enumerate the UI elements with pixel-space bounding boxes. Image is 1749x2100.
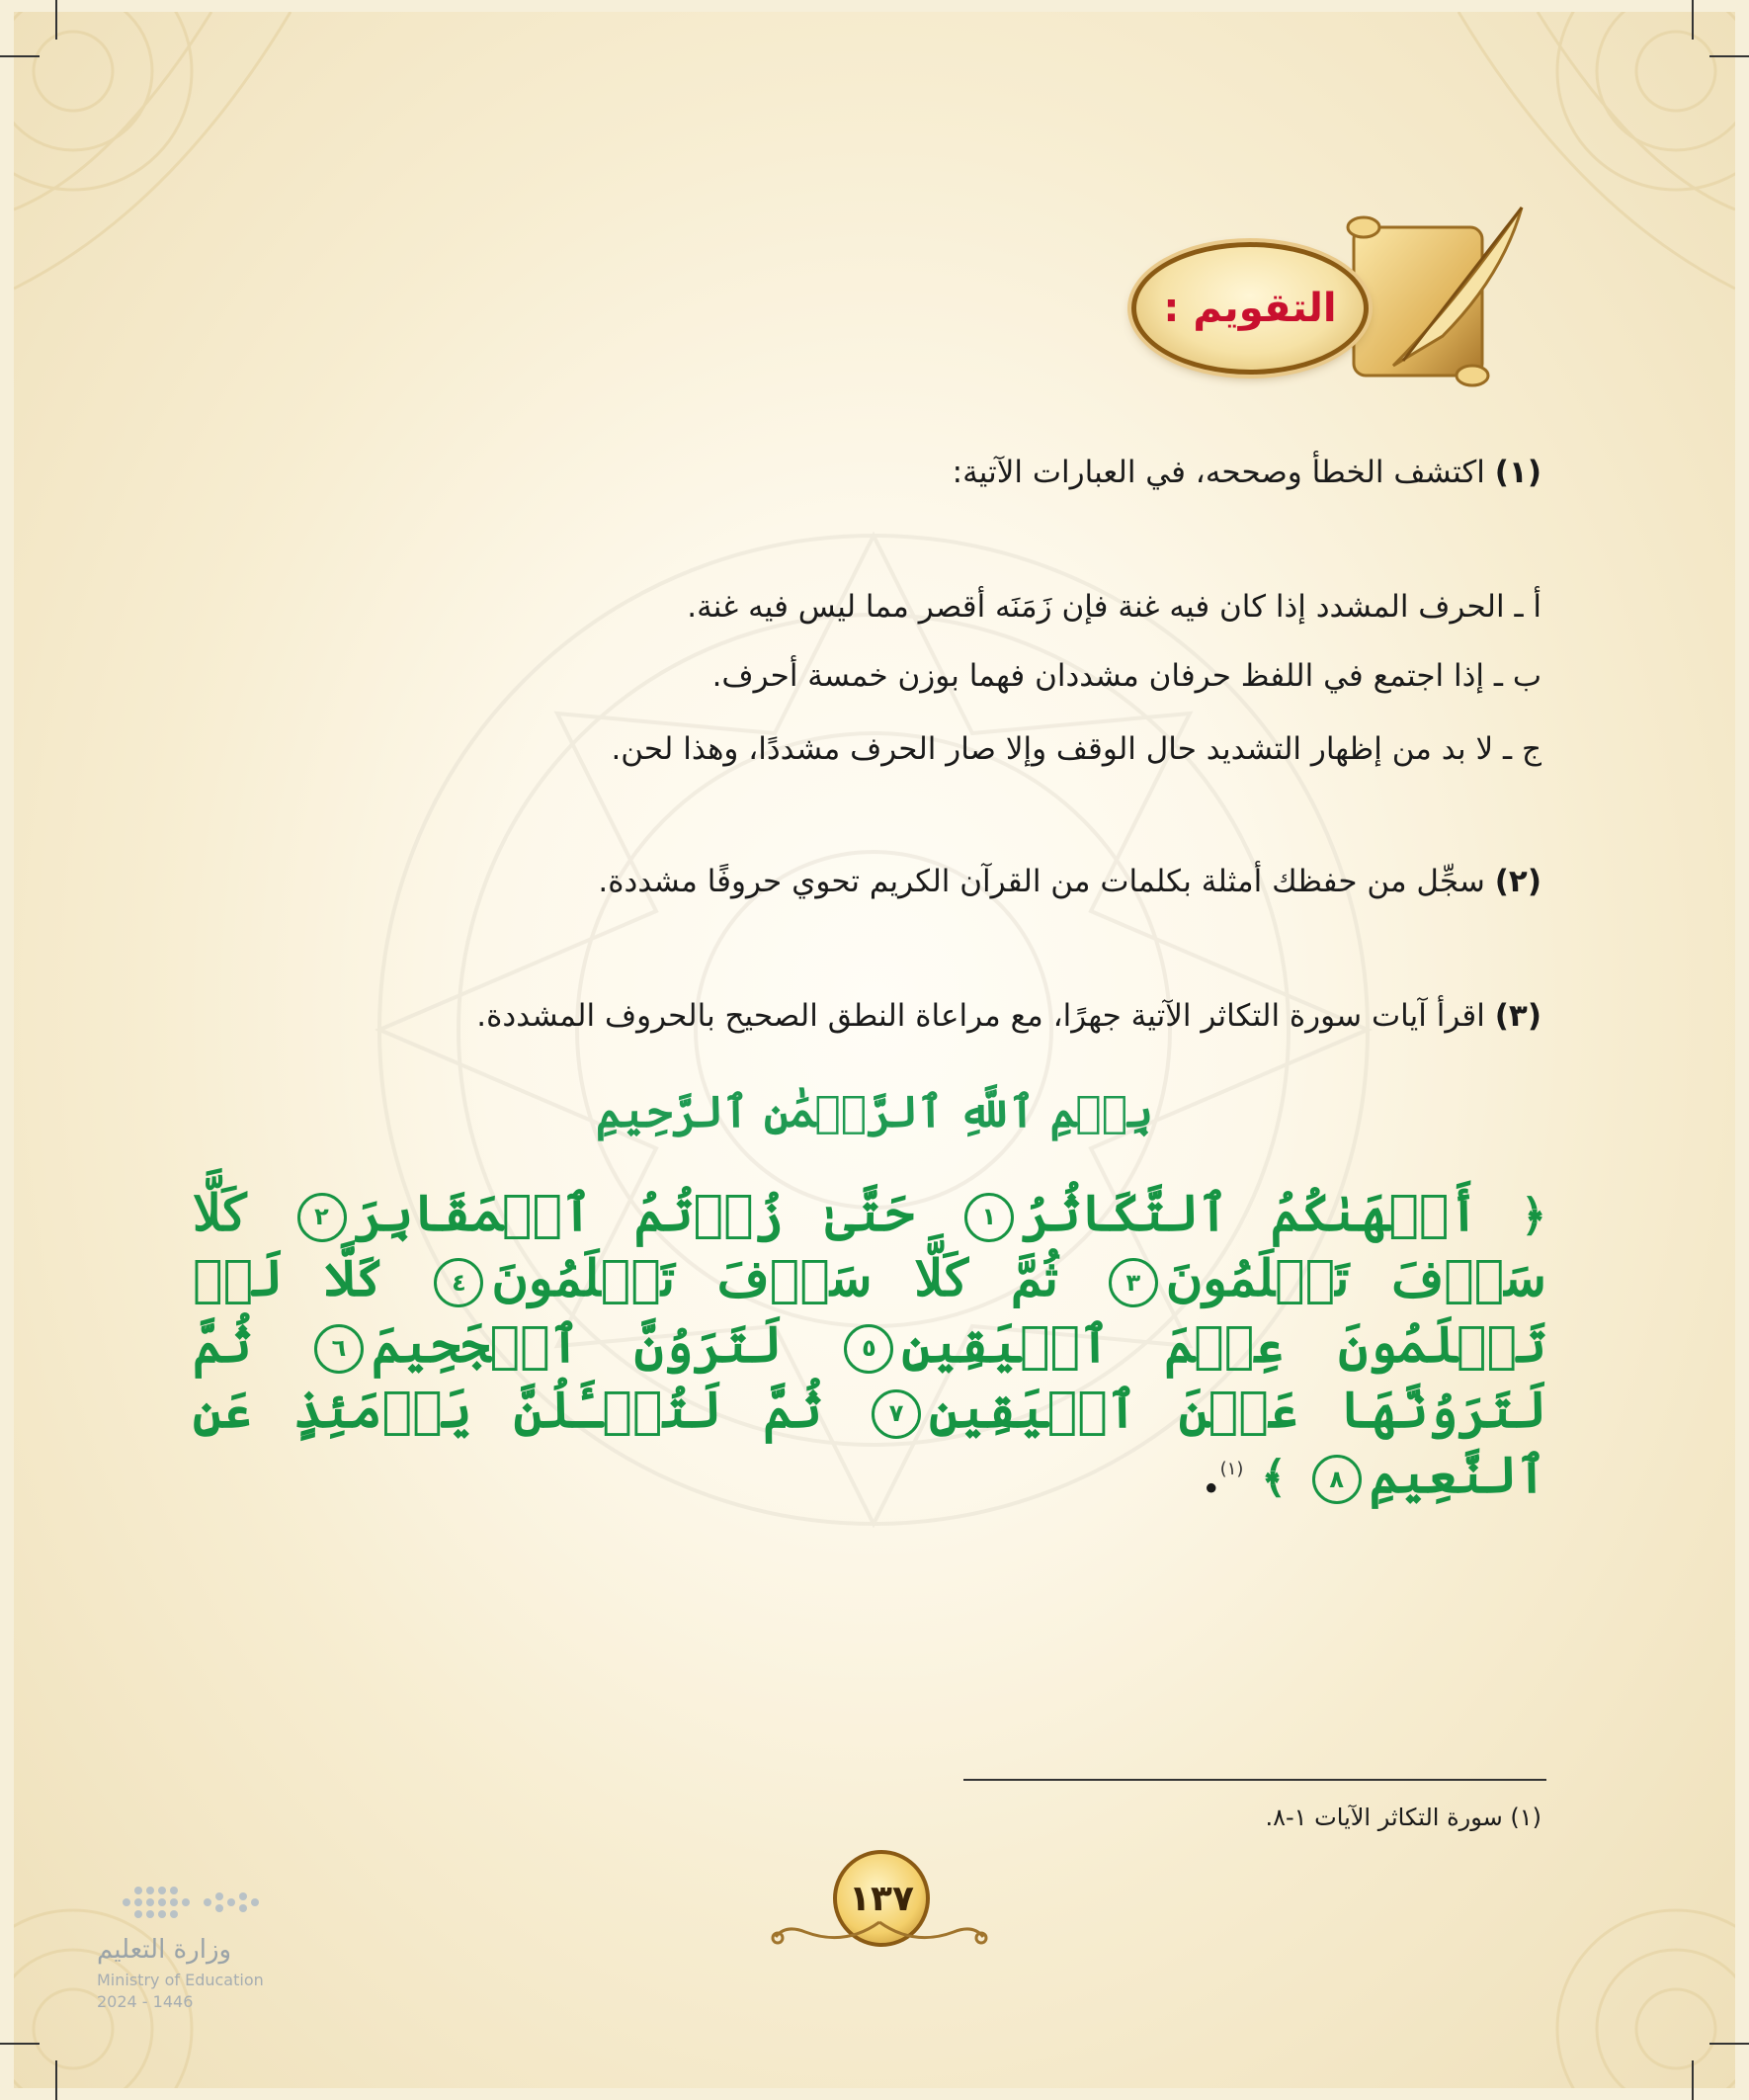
question-number: (١) [1494, 455, 1541, 490]
question-text: اكتشف الخطأ وصححه، في العبارات الآتية: [952, 455, 1485, 490]
question-number: (٢) [1494, 864, 1541, 899]
section-heading-title: التقويم : [1163, 286, 1337, 331]
ayah-number-mark: ٨ [1312, 1455, 1362, 1504]
ayah-number-mark: ٧ [872, 1389, 921, 1439]
crop-mark [0, 55, 40, 57]
question-text: اقرأ آيات سورة التكاثر الآتية جهرًا، مع مراعاة النطق الصحيح بالحروف المشددة. [476, 998, 1485, 1034]
footnote-text: (١) سورة التكاثر الآيات ١-٨. [1265, 1804, 1541, 1831]
question-1-item: ج ـ لا بد من إظهار التشديد حال الوقف وإلا صار الحرف مشددًا، وهذا لحن. [611, 731, 1541, 767]
verse-text: كَلَّا لَوۡ تَعۡلَمُونَ عِلۡمَ ٱلۡيَقِينِ [193, 1249, 1547, 1375]
crop-mark [55, 2060, 57, 2100]
quran-verses [193, 1181, 1546, 1508]
question-1 [953, 453, 1541, 492]
page-number-flourish [766, 1912, 993, 1952]
crop-mark [1692, 0, 1694, 40]
edition-year: 2024 - 1446 [97, 1992, 194, 2011]
verse-text: ثُمَّ لَتُسۡـَٔلُنَّ يَوۡمَئِذٍ عَنِ ٱلنَّعِيمِ [193, 1380, 1546, 1506]
crop-mark [0, 2043, 40, 2045]
corner-ornament-bottom-right [1379, 1732, 1735, 2088]
ministry-name-english: Ministry of Education [97, 1971, 264, 1989]
verse-text: كَلَّا سَوۡفَ تَعۡلَمُونَ [193, 1184, 1547, 1309]
crop-mark [1709, 55, 1749, 57]
ayah-number-mark: ٦ [314, 1324, 364, 1374]
ayah-number-mark: ٢ [297, 1193, 347, 1242]
crop-mark [55, 0, 57, 40]
ministry-name-arabic: وزارة التعليم [97, 1935, 232, 1965]
question-3 [476, 996, 1541, 1036]
question-2 [598, 862, 1541, 901]
footnote-reference: (١) [1219, 1459, 1244, 1480]
verse-end-dot: . [1202, 1446, 1220, 1506]
question-1-item: أ ـ الحرف المشدد إذا كان فيه غنة فإن زَمَنَه أقصر مما ليس فيه غنة. [687, 589, 1541, 625]
quran-open-bracket: ﴿ [1521, 1191, 1546, 1241]
section-heading-badge [1131, 242, 1369, 375]
ayah-number-mark: ٣ [1109, 1258, 1158, 1307]
ayah-number-mark: ٥ [844, 1324, 893, 1374]
ministry-logo-icon [99, 1856, 296, 1984]
question-1-item: ب ـ إذا اجتمع في اللفظ حرفان مشددان فهما بوزن خمسة أحرف. [711, 658, 1541, 694]
verse-text: أَلۡهَىٰكُمُ ٱلتَّكَاثُرُ [1021, 1184, 1479, 1243]
ayah-number-mark: ١ [964, 1193, 1014, 1242]
question-number: (٣) [1494, 998, 1541, 1034]
question-text: سجِّل من حفظك أمثلة بكلمات من القرآن الكريم تحوي حروفًا مشددة. [598, 864, 1485, 899]
ayah-number-mark: ٤ [434, 1258, 483, 1307]
crop-mark [1709, 2043, 1749, 2045]
verse-text: حَتَّىٰ زُرۡتُمُ ٱلۡمَقَابِرَ [354, 1184, 915, 1243]
page-number: ١٣٧ [833, 1850, 930, 1947]
corner-ornament-top-left [14, 12, 370, 368]
footnote-divider [963, 1779, 1546, 1781]
basmala: بِسۡمِ ٱللَّهِ ٱلرَّحۡمَٰنِ ٱلرَّحِيمِ [595, 1087, 1154, 1137]
verse-text: لَتَرَوُنَّ ٱلۡجَحِيمَ [371, 1314, 783, 1375]
quran-close-bracket: ﴾ [1261, 1453, 1287, 1504]
verse-text: ثُمَّ لَتَرَوُنَّهَا عَيۡنَ ٱلۡيَقِينِ [193, 1314, 1546, 1440]
verse-text: ثُمَّ كَلَّا سَوۡفَ تَعۡلَمُونَ [491, 1249, 1059, 1309]
crop-mark [1692, 2060, 1694, 2100]
